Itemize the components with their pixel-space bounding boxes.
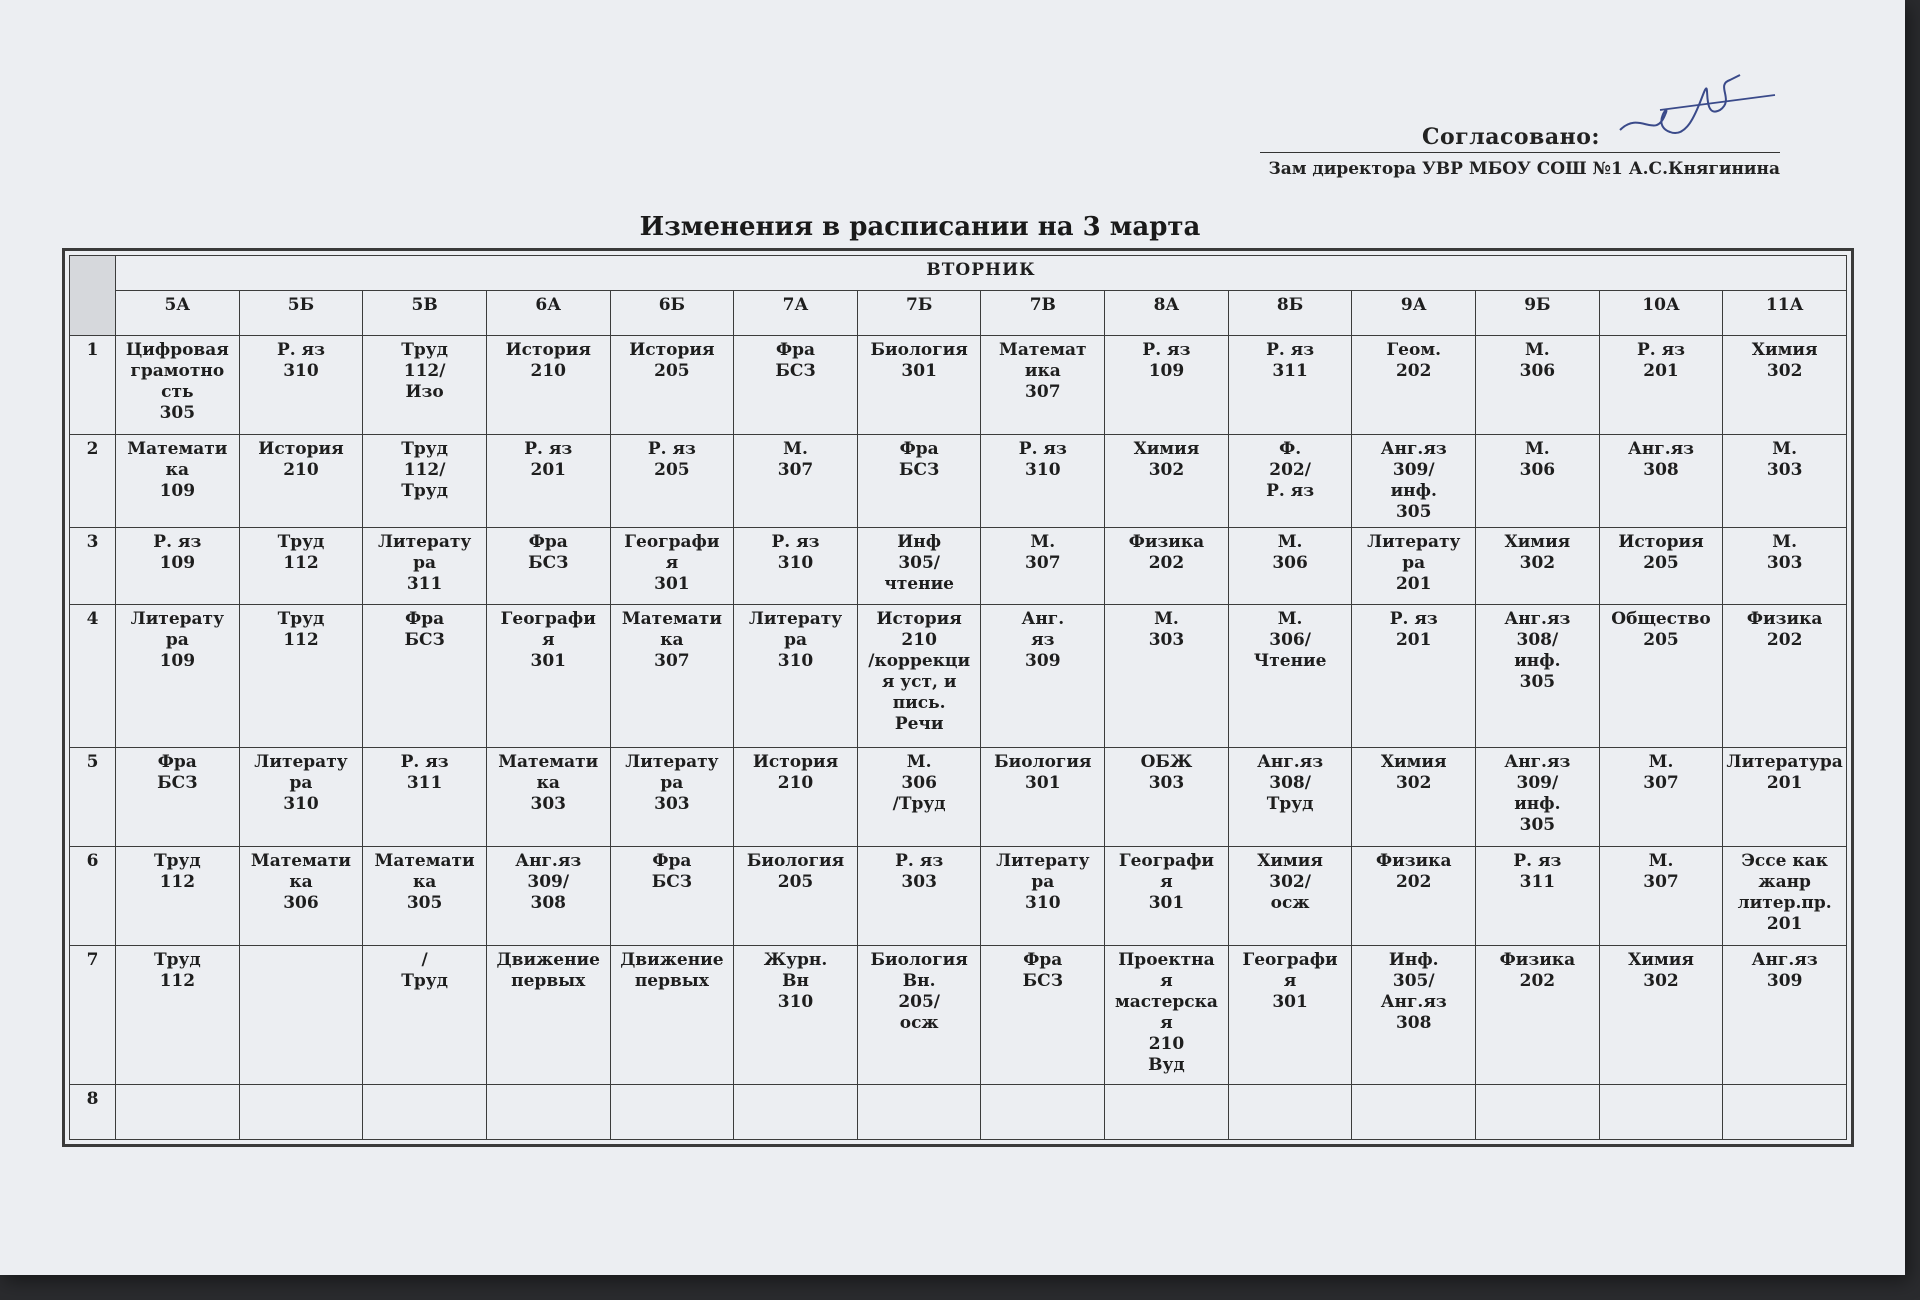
lesson-cell: Геом. 202 bbox=[1352, 336, 1476, 435]
lesson-number: 1 bbox=[70, 336, 116, 435]
class-header: 7В bbox=[981, 291, 1105, 336]
lesson-cell: Химия 302 bbox=[1105, 435, 1229, 528]
lesson-cell: / Труд bbox=[363, 946, 487, 1085]
lesson-cell: Труд 112 bbox=[116, 946, 240, 1085]
lesson-cell: Труд 112/ Труд bbox=[363, 435, 487, 528]
lesson-cell: Географи я 301 bbox=[486, 605, 610, 748]
lesson-cell: Литерату ра 310 bbox=[239, 748, 363, 847]
lesson-cell: Фра БСЗ bbox=[486, 528, 610, 605]
class-header: 5Б bbox=[239, 291, 363, 336]
lesson-cell bbox=[363, 1085, 487, 1140]
lesson-cell: Проектна я мастерска я 210 Вуд bbox=[1105, 946, 1229, 1085]
lesson-cell: Фра БСЗ bbox=[981, 946, 1105, 1085]
lesson-cell: М. 306/ Чтение bbox=[1228, 605, 1352, 748]
lesson-cell: Математ ика 307 bbox=[981, 336, 1105, 435]
lesson-cell: Р. яз 109 bbox=[116, 528, 240, 605]
lesson-rows bbox=[70, 336, 1847, 1140]
lesson-cell: М. 306 /Труд bbox=[857, 748, 981, 847]
lesson-cell: М. 307 bbox=[1599, 748, 1723, 847]
lesson-cell: Движение первых bbox=[610, 946, 734, 1085]
lesson-cell: Биология Вн. 205/ осж bbox=[857, 946, 981, 1085]
lesson-number: 3 bbox=[70, 528, 116, 605]
lesson-cell bbox=[239, 1085, 363, 1140]
lesson-cell: Литература 201 bbox=[1723, 748, 1847, 847]
lesson-cell bbox=[486, 1085, 610, 1140]
lesson-cell: М. 307 bbox=[734, 435, 858, 528]
class-header: 6Б bbox=[610, 291, 734, 336]
lesson-cell bbox=[1723, 1085, 1847, 1140]
lesson-number: 8 bbox=[70, 1085, 116, 1140]
lesson-cell: Р. яз 310 bbox=[981, 435, 1105, 528]
lesson-cell: Р. яз 303 bbox=[857, 847, 981, 946]
lesson-cell bbox=[857, 1085, 981, 1140]
lesson-cell: Р. яз 201 bbox=[1352, 605, 1476, 748]
lesson-row bbox=[70, 946, 1847, 1085]
lesson-cell: Фра БСЗ bbox=[610, 847, 734, 946]
lesson-cell: Р. яз 311 bbox=[1228, 336, 1352, 435]
class-header: 8Б bbox=[1228, 291, 1352, 336]
lesson-cell: Анг.яз 309 bbox=[1723, 946, 1847, 1085]
lesson-cell: Географи я 301 bbox=[1228, 946, 1352, 1085]
lesson-cell: Литерату ра 303 bbox=[610, 748, 734, 847]
lesson-cell bbox=[1228, 1085, 1352, 1140]
schedule-table-frame bbox=[62, 248, 1854, 1147]
lesson-cell: Анг.яз 309/ 308 bbox=[486, 847, 610, 946]
lesson-cell: Труд 112 bbox=[116, 847, 240, 946]
lesson-cell: История 210 bbox=[734, 748, 858, 847]
lesson-cell: Физика 202 bbox=[1723, 605, 1847, 748]
lesson-cell: М. 307 bbox=[981, 528, 1105, 605]
document-title: Изменения в расписании на 3 марта bbox=[639, 212, 1201, 242]
class-header: 11А bbox=[1723, 291, 1847, 336]
lesson-cell: ОБЖ 303 bbox=[1105, 748, 1229, 847]
approval-label: Согласовано: bbox=[1422, 124, 1600, 150]
lesson-cell: М. 303 bbox=[1105, 605, 1229, 748]
lesson-cell: М. 303 bbox=[1723, 435, 1847, 528]
lesson-cell: Литерату ра 109 bbox=[116, 605, 240, 748]
class-header: 8А bbox=[1105, 291, 1229, 336]
class-header: 5В bbox=[363, 291, 487, 336]
lesson-cell: Ф. 202/ Р. яз bbox=[1228, 435, 1352, 528]
lesson-number: 7 bbox=[70, 946, 116, 1085]
lesson-cell: Р. яз 205 bbox=[610, 435, 734, 528]
approval-position: Зам директора УВР МБОУ СОШ №1 А.С.Княгинина bbox=[1268, 159, 1780, 179]
lesson-cell: Инф 305/ чтение bbox=[857, 528, 981, 605]
lesson-cell bbox=[1476, 1085, 1600, 1140]
class-header: 7Б bbox=[857, 291, 981, 336]
lesson-cell: Физика 202 bbox=[1476, 946, 1600, 1085]
lesson-cell: Р. яз 311 bbox=[1476, 847, 1600, 946]
lesson-cell: Анг.яз 308 bbox=[1599, 435, 1723, 528]
lesson-cell: Р. яз 201 bbox=[486, 435, 610, 528]
class-header: 7А bbox=[734, 291, 858, 336]
lesson-cell: Литерату ра 310 bbox=[981, 847, 1105, 946]
lesson-cell: Физика 202 bbox=[1105, 528, 1229, 605]
lesson-row bbox=[70, 435, 1847, 528]
lesson-cell: Литерату ра 310 bbox=[734, 605, 858, 748]
lesson-row bbox=[70, 528, 1847, 605]
lesson-cell bbox=[1599, 1085, 1723, 1140]
day-header: ВТОРНИК bbox=[116, 256, 1847, 291]
lesson-row bbox=[70, 336, 1847, 435]
lesson-cell: Цифровая грамотно сть 305 bbox=[116, 336, 240, 435]
lesson-cell: Фра БСЗ bbox=[857, 435, 981, 528]
lesson-cell: Математи ка 109 bbox=[116, 435, 240, 528]
lesson-cell: История 205 bbox=[610, 336, 734, 435]
lesson-cell: М. 307 bbox=[1599, 847, 1723, 946]
lesson-row bbox=[70, 748, 1847, 847]
lesson-cell: Математи ка 307 bbox=[610, 605, 734, 748]
lesson-cell: Движение первых bbox=[486, 946, 610, 1085]
lesson-cell: Журн. Вн 310 bbox=[734, 946, 858, 1085]
lesson-cell: Биология 205 bbox=[734, 847, 858, 946]
lesson-cell: История 210 bbox=[486, 336, 610, 435]
lesson-cell bbox=[1105, 1085, 1229, 1140]
signature-rule bbox=[1260, 152, 1780, 153]
lesson-cell: Химия 302/ осж bbox=[1228, 847, 1352, 946]
lesson-cell bbox=[734, 1085, 858, 1140]
lesson-cell: Фра БСЗ bbox=[734, 336, 858, 435]
lesson-cell: Химия 302 bbox=[1476, 528, 1600, 605]
lesson-cell: Математи ка 303 bbox=[486, 748, 610, 847]
corner-cell bbox=[70, 256, 116, 336]
class-header: 10А bbox=[1599, 291, 1723, 336]
day-header-row bbox=[70, 256, 1847, 291]
class-header-row bbox=[70, 291, 1847, 336]
lesson-number: 5 bbox=[70, 748, 116, 847]
lesson-cell: Математи ка 306 bbox=[239, 847, 363, 946]
lesson-cell: Общество 205 bbox=[1599, 605, 1723, 748]
schedule-table bbox=[69, 255, 1847, 1140]
lesson-cell: Биология 301 bbox=[981, 748, 1105, 847]
lesson-cell: Литерату ра 201 bbox=[1352, 528, 1476, 605]
lesson-cell: М. 306 bbox=[1476, 336, 1600, 435]
class-header: 6А bbox=[486, 291, 610, 336]
lesson-cell: Математи ка 305 bbox=[363, 847, 487, 946]
lesson-cell: Фра БСЗ bbox=[363, 605, 487, 748]
lesson-cell: Р. яз 311 bbox=[363, 748, 487, 847]
lesson-cell: Физика 202 bbox=[1352, 847, 1476, 946]
lesson-number: 6 bbox=[70, 847, 116, 946]
class-header: 5А bbox=[116, 291, 240, 336]
lesson-cell: Труд 112 bbox=[239, 605, 363, 748]
lesson-cell: Географи я 301 bbox=[610, 528, 734, 605]
lesson-number: 4 bbox=[70, 605, 116, 748]
lesson-cell: Географи я 301 bbox=[1105, 847, 1229, 946]
lesson-cell: Труд 112/ Изо bbox=[363, 336, 487, 435]
lesson-cell bbox=[239, 946, 363, 1085]
lesson-cell: История 210 bbox=[239, 435, 363, 528]
lesson-cell: Р. яз 201 bbox=[1599, 336, 1723, 435]
lesson-cell: Р. яз 109 bbox=[1105, 336, 1229, 435]
lesson-row bbox=[70, 605, 1847, 748]
lesson-cell: История 210 /коррекци я уст, и пись. Речи bbox=[857, 605, 981, 748]
lesson-cell: Р. яз 310 bbox=[239, 336, 363, 435]
lesson-cell: Труд 112 bbox=[239, 528, 363, 605]
class-header: 9Б bbox=[1476, 291, 1600, 336]
lesson-cell: Химия 302 bbox=[1352, 748, 1476, 847]
lesson-cell: Анг.яз 309/ инф. 305 bbox=[1476, 748, 1600, 847]
lesson-cell: Химия 302 bbox=[1723, 336, 1847, 435]
lesson-cell: Литерату ра 311 bbox=[363, 528, 487, 605]
class-header: 9А bbox=[1352, 291, 1476, 336]
lesson-cell: История 205 bbox=[1599, 528, 1723, 605]
lesson-cell bbox=[1352, 1085, 1476, 1140]
lesson-number: 2 bbox=[70, 435, 116, 528]
lesson-cell: М. 303 bbox=[1723, 528, 1847, 605]
lesson-cell bbox=[610, 1085, 734, 1140]
lesson-cell: Инф. 305/ Анг.яз 308 bbox=[1352, 946, 1476, 1085]
lesson-cell: М. 306 bbox=[1228, 528, 1352, 605]
lesson-cell: Биология 301 bbox=[857, 336, 981, 435]
approval-block bbox=[1260, 70, 1780, 179]
lesson-cell: Анг.яз 308/ Труд bbox=[1228, 748, 1352, 847]
lesson-cell: Химия 302 bbox=[1599, 946, 1723, 1085]
lesson-cell bbox=[116, 1085, 240, 1140]
lesson-cell: Анг.яз 308/ инф. 305 bbox=[1476, 605, 1600, 748]
lesson-row bbox=[70, 1085, 1847, 1140]
lesson-cell bbox=[981, 1085, 1105, 1140]
signature-icon bbox=[1610, 70, 1780, 150]
lesson-cell: Р. яз 310 bbox=[734, 528, 858, 605]
lesson-row bbox=[70, 847, 1847, 946]
lesson-cell: Анг.яз 309/ инф. 305 bbox=[1352, 435, 1476, 528]
lesson-cell: Эссе как жанр литер.пр. 201 bbox=[1723, 847, 1847, 946]
lesson-cell: М. 306 bbox=[1476, 435, 1600, 528]
lesson-cell: Фра БСЗ bbox=[116, 748, 240, 847]
lesson-cell: Анг. яз 309 bbox=[981, 605, 1105, 748]
